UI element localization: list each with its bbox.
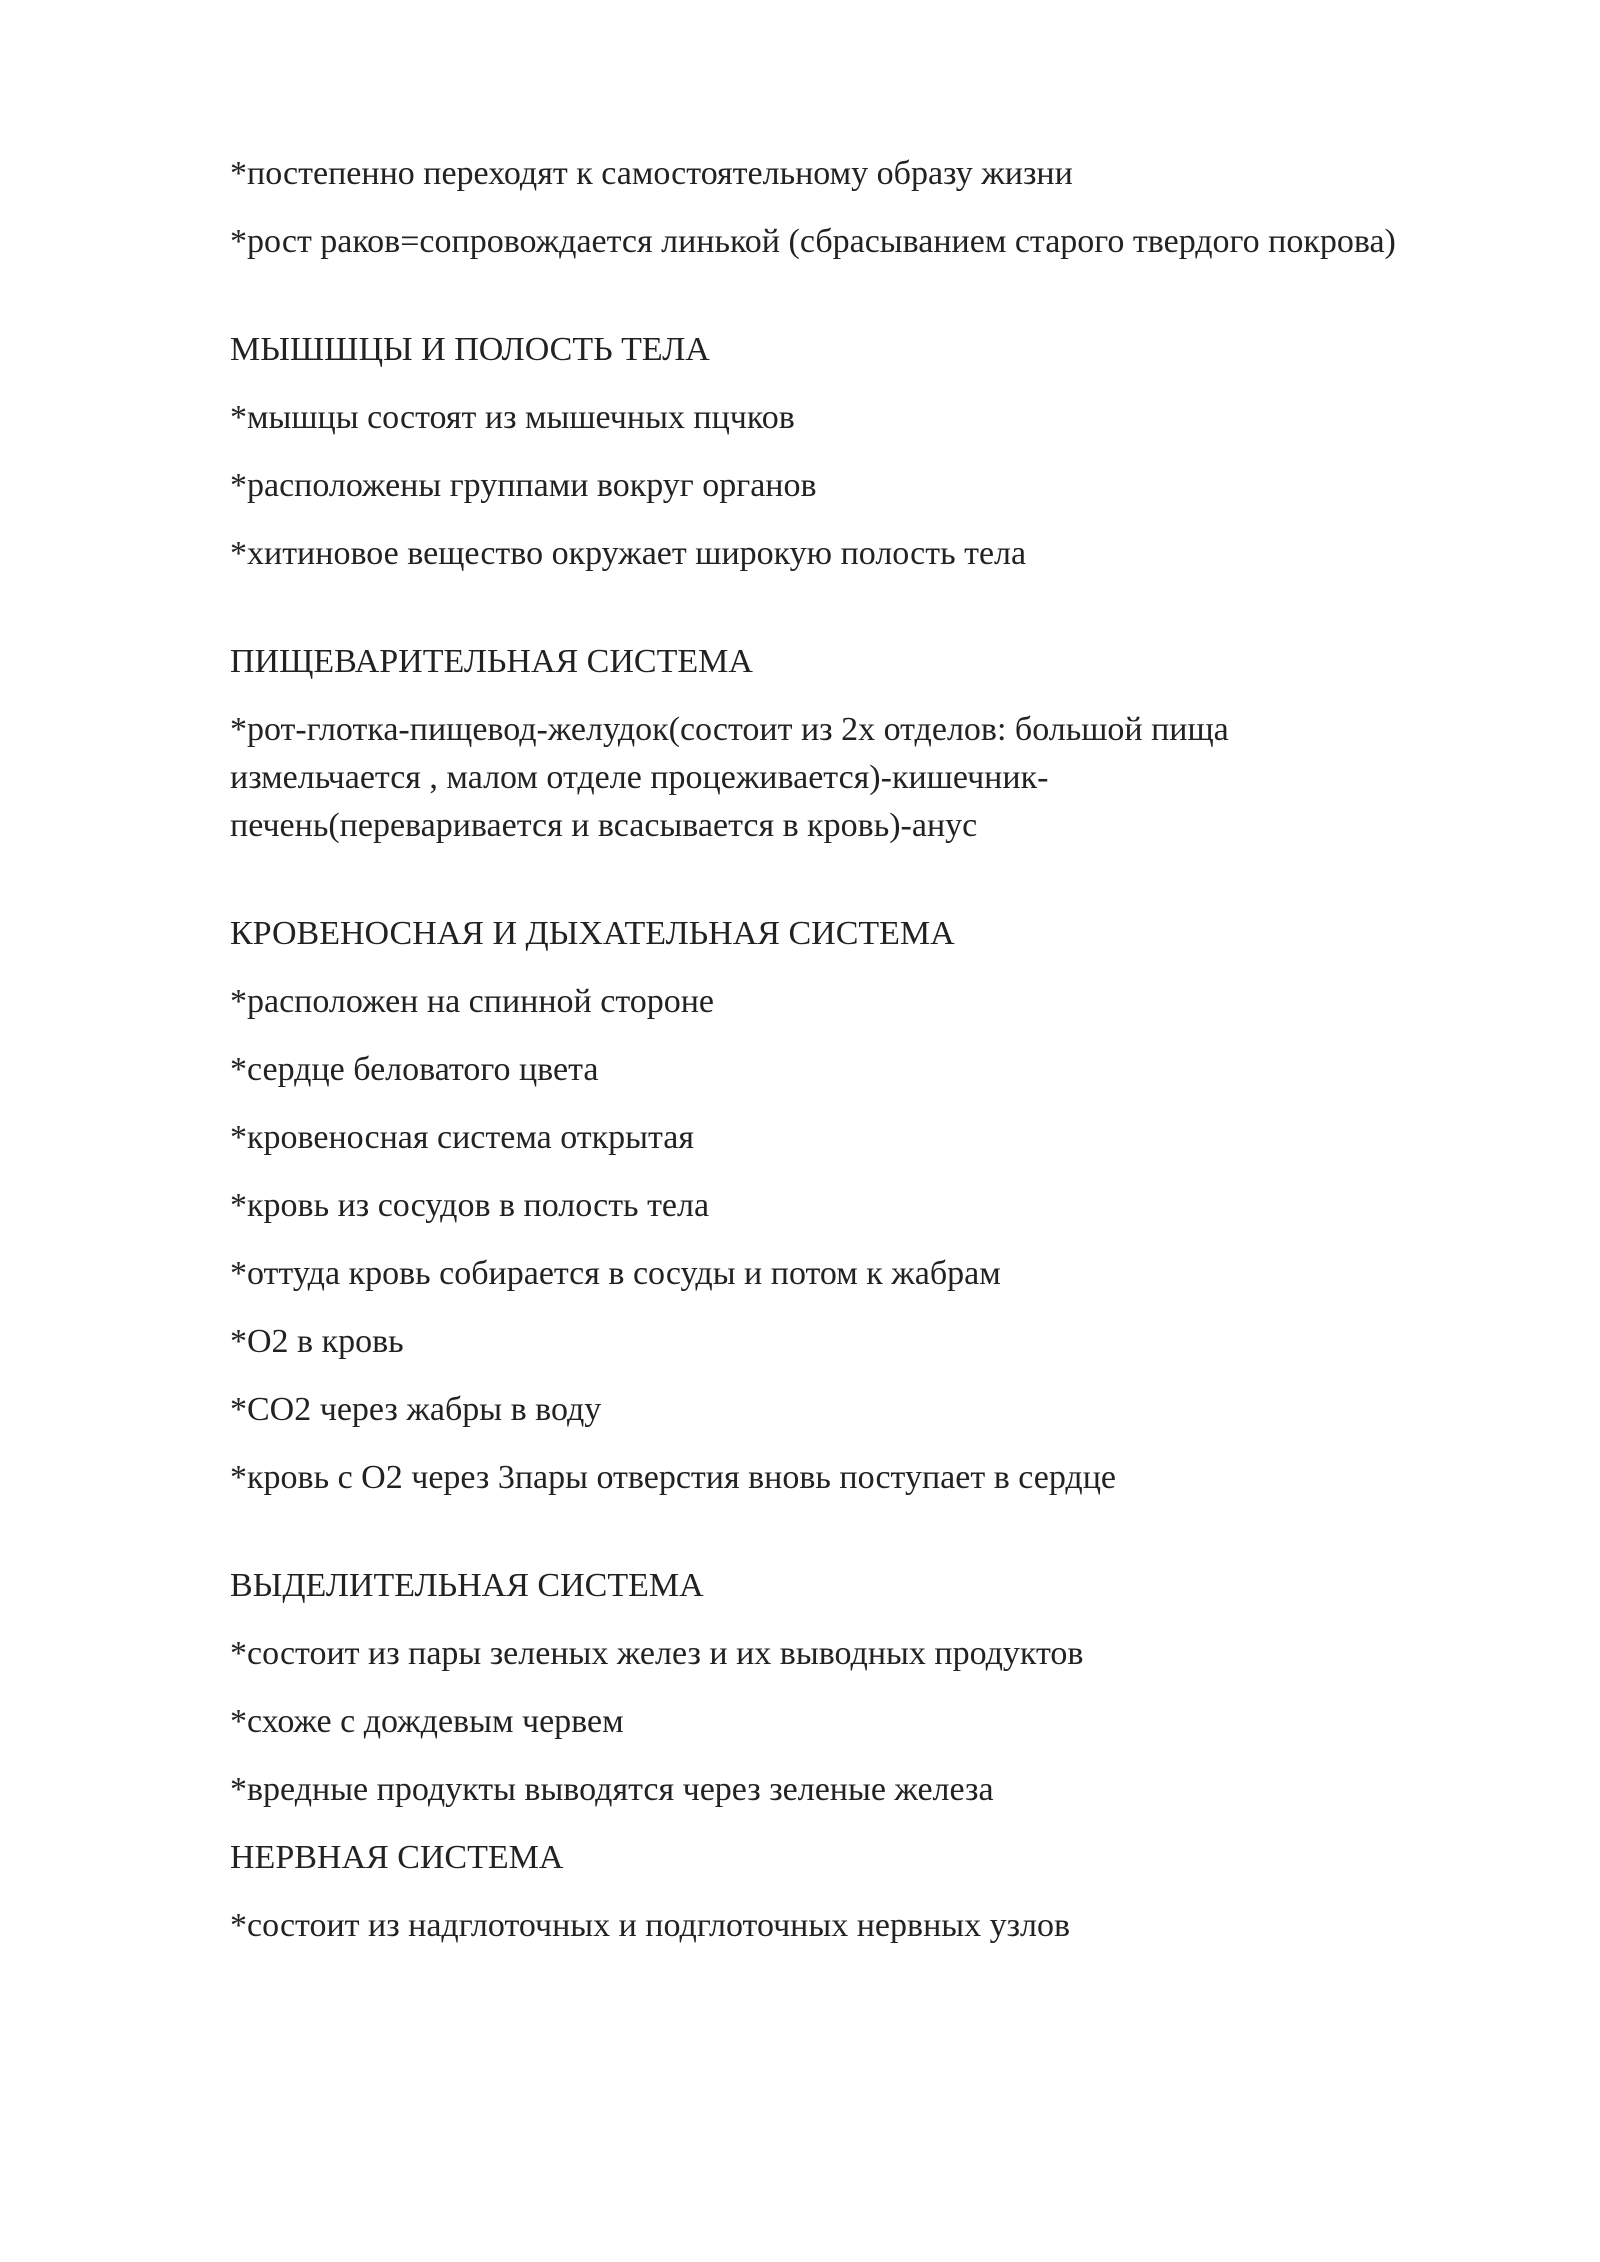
list-item: *состоит из надглоточных и подглоточных нервных узлов	[230, 1907, 1071, 1944]
document-body	[230, 150, 1410, 1970]
section-heading: МЫШШЦЫ И ПОЛОСТЬ ТЕЛА	[230, 331, 710, 368]
list-item: *расположен на спинной стороне	[230, 983, 715, 1020]
list-item: *рот-глотка-пищевод-желудок(состоит из 2х отделов: большой пища измельчается , малом отделе процеживается)-кишечник-печень(переваривается и всасывается в кровь)-анус	[230, 711, 1229, 844]
list-item: *СО2 через жабры в воду	[230, 1391, 602, 1428]
list-item: *оттуда кровь собирается в сосуды и потом к жабрам	[230, 1255, 1001, 1292]
intro-section	[230, 150, 1410, 266]
nervous-section	[230, 1834, 1410, 1950]
circulatory-section	[230, 910, 1410, 1502]
excretory-section	[230, 1562, 1410, 1814]
list-item: *состоит из пары зеленых желез и их выводных продуктов	[230, 1635, 1084, 1672]
section-heading: НЕРВНАЯ СИСТЕМА	[230, 1839, 564, 1876]
section-heading: ПИЩЕВАРИТЕЛЬНАЯ СИСТЕМА	[230, 643, 753, 680]
list-item: *схоже с дождевым червем	[230, 1703, 624, 1740]
section-heading: КРОВЕНОСНАЯ И ДЫХАТЕЛЬНАЯ СИСТЕМА	[230, 915, 955, 952]
muscles-section	[230, 326, 1410, 578]
digestive-section	[230, 638, 1410, 850]
list-item: *рост раков=сопровождается линькой (сбрасыванием старого твердого покрова)	[230, 223, 1396, 260]
list-item: *О2 в кровь	[230, 1323, 404, 1360]
list-item: *кровеносная система открытая	[230, 1119, 694, 1156]
list-item: *хитиновое вещество окружает широкую полость тела	[230, 535, 1027, 572]
section-heading: ВЫДЕЛИТЕЛЬНАЯ СИСТЕМА	[230, 1567, 704, 1604]
list-item: *кровь с О2 через 3пары отверстия вновь поступает в сердце	[230, 1459, 1116, 1496]
list-item: *кровь из сосудов в полость тела	[230, 1187, 710, 1224]
list-item: *мышцы состоят из мышечных пцчков	[230, 399, 795, 436]
list-item: *постепенно переходят к самостоятельному образу жизни	[230, 155, 1073, 192]
list-item: *расположены группами вокруг органов	[230, 467, 817, 504]
list-item: *вредные продукты выводятся через зеленые железа	[230, 1771, 994, 1808]
list-item: *сердце беловатого цвета	[230, 1051, 599, 1088]
